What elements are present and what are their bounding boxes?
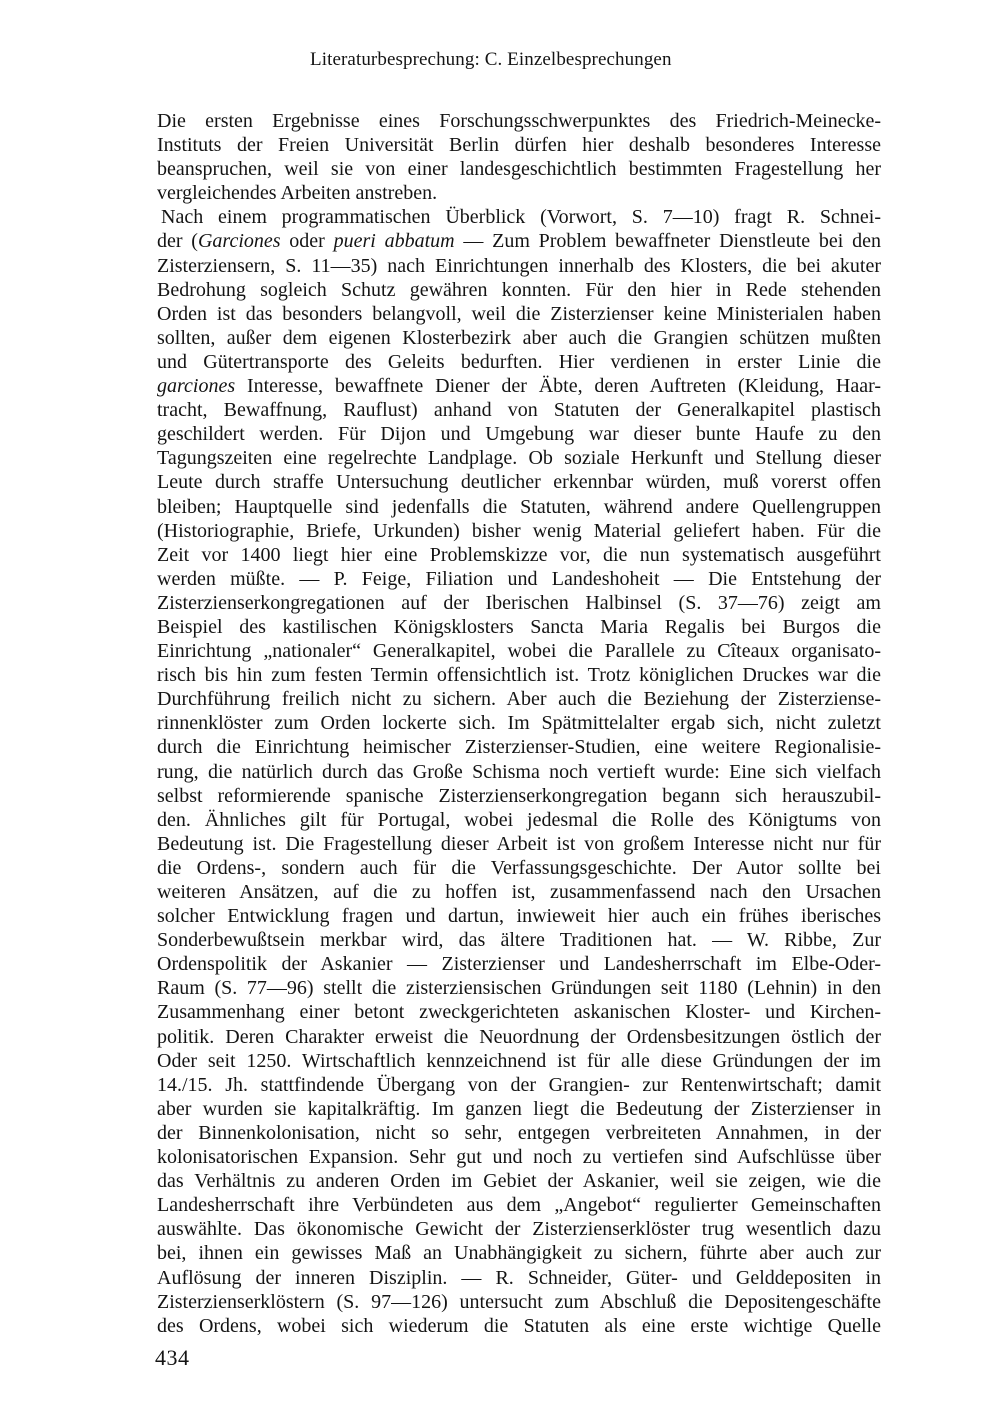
text-line: beanspruchen, weil sie von einer landesgeschichtlich bestimmten Fragestellung her bbox=[157, 158, 881, 181]
text-line: Nach einem programmatischen Überblick (Vorwort, S. 7—10) fragt R. Schnei- bbox=[161, 206, 881, 229]
text-line: (Historiographie, Briefe, Urkunden) bisher wenig Material geliefert haben. Für die bbox=[157, 519, 881, 542]
text-line: und Gütertransporte des Geleits bedurften. Hier verdienen in erster Linie die bbox=[157, 350, 881, 373]
italic-term: pueri abbatum bbox=[333, 230, 455, 253]
text-line: sollten, außer dem eigenen Klosterbezirk aber auch die Grangien schützen mußten bbox=[157, 326, 881, 349]
text-line: kolonisatorischen Expansion. Sehr gut und noch zu vertiefen sind Aufschlüsse über bbox=[157, 1146, 881, 1169]
text-line: Bedrohung sogleich Schutz gewähren konnten. Für den hier in Rede stehenden bbox=[157, 278, 881, 301]
text-line: Bedeutung ist. Die Fragestellung dieser Arbeit ist von großem Interesse nicht nur für bbox=[157, 832, 881, 855]
running-head: Literaturbesprechung: C. Einzelbesprechungen bbox=[310, 49, 672, 70]
text-line: Zisterziensern, S. 11—35) nach Einrichtungen innerhalb des Klosters, die bei akuter bbox=[157, 254, 881, 277]
text-line: die Ordens-, sondern auch für die Verfassungsgeschichte. Der Autor sollte bei bbox=[157, 856, 881, 879]
text-line: Sonderbewußtsein merkbar wird, das ältere Traditionen hat. — W. Ribbe, Zur bbox=[157, 929, 881, 952]
text-line: bleiben; Hauptquelle sind jedenfalls die Statuten, während andere Quellengruppen bbox=[157, 495, 881, 518]
text-line: weiteren Ansätzen, auf die zu hoffen ist, zusammenfassend nach den Ursachen bbox=[157, 881, 881, 903]
text-line: Zisterzienserklöstern (S. 97—126) untersucht zum Abschluß die Depositengeschäfte bbox=[157, 1290, 881, 1313]
text-line: geschildert werden. Für Dijon und Umgebung war dieser bunte Haufe zu den bbox=[157, 423, 881, 446]
text-line: Instituts der Freien Universität Berlin dürfen hier deshalb besonderes Interesse bbox=[157, 134, 881, 157]
text-line: Auflösung der inneren Disziplin. — R. Schneider, Güter- und Gelddepositen in bbox=[157, 1266, 881, 1289]
text-line: rung, die natürlich durch das Große Schisma noch vertieft wurde: Eine sich vielfach bbox=[157, 760, 881, 783]
text-line: durch die Einrichtung heimischer Zisterzienser-Studien, eine weitere Regionalisie- bbox=[157, 736, 881, 759]
text-line: das Verhältnis zu anderen Orden im Gebiet der Askanier, weil sie zeigen, wie die bbox=[157, 1170, 881, 1193]
text-line: Beispiel des kastilischen Königsklosters Sancta Maria Regalis bei Burgos die bbox=[157, 615, 881, 638]
text-line: rinnenklöster zum Orden lockerte sich. Im Spätmittelalter ergab sich, nicht zuletzt bbox=[157, 712, 881, 735]
text-line: Einrichtung „nationaler“ Generalkapitel, wobei die Parallele zu Cîteaux organisato- bbox=[157, 640, 881, 663]
text-line: werden müßte. — P. Feige, Filiation und Landeshoheit — Die Entstehung der bbox=[157, 567, 881, 590]
body-text bbox=[157, 109, 881, 1338]
italic-term: garciones bbox=[157, 375, 236, 398]
text-line: Tagungszeiten eine regelrechte Landplage. Ob soziale Herkunft und Stellung dieser bbox=[157, 447, 881, 470]
text-line: der Binnenkolonisation, nicht so sehr, entgegen verbreiteten Annahmen, in der bbox=[157, 1121, 881, 1144]
text-line: risch bis hin zum festen Termin offensichtlich ist. Trotz königlichen Druckes war die bbox=[157, 664, 881, 687]
text-line: Durchführung freilich nicht zu sichern. Aber auch die Beziehung der Zisterziense- bbox=[157, 688, 881, 711]
text-line: auswählte. Das ökonomische Gewicht der Zisterzienserklöster trug wesentlich dazu bbox=[157, 1218, 881, 1241]
text-line: Ordenspolitik der Askanier — Zisterzienser und Landesherrschaft im Elbe-Oder- bbox=[157, 953, 881, 976]
text-line: Die ersten Ergebnisse eines Forschungsschwerpunktes des Friedrich-Meinecke- bbox=[157, 110, 881, 132]
text-line: Zusammenhang einer betont zweckgerichteten askanischen Kloster- und Kirchen- bbox=[157, 1001, 881, 1024]
text-line: Zisterzienserkongregationen auf der Iberischen Halbinsel (S. 37—76) zeigt am bbox=[157, 591, 881, 614]
text-line: Raum (S. 77—96) stellt die zisterziensischen Gründungen seit 1180 (Lehnin) in den bbox=[157, 977, 881, 1000]
text-line: Landesherrschaft ihre Verbündeten aus dem „Angebot“ regulierter Gemeinschaften bbox=[157, 1194, 881, 1217]
text-line: aber wurden sie kapitalkräftig. Im ganzen liegt die Bedeutung der Zisterzienser in bbox=[157, 1097, 881, 1120]
text-line: den. Ähnliches gilt für Portugal, wobei jedesmal die Rolle des Königtums von bbox=[157, 808, 881, 831]
text-line: Orden ist das besonders belangvoll, weil die Zisterzienser keine Ministerialen haben bbox=[157, 302, 881, 325]
text-line: Leute durch straffe Untersuchung deutlicher erkennbar würden, muß vorerst offen bbox=[157, 471, 881, 494]
text-line: bei, ihnen ein gewisses Maß an Unabhängigkeit zu sichern, führte aber auch zur bbox=[157, 1242, 881, 1265]
text-line: Oder seit 1250. Wirtschaftlich kennzeichnend ist für alle diese Gründungen der im bbox=[157, 1049, 881, 1072]
text-line: tracht, Bewaffnung, Rauflust) anhand von Statuten der Generalkapitel plastisch bbox=[157, 399, 881, 422]
italic-term: Garciones bbox=[197, 230, 281, 253]
text-line: 14./15. Jh. stattfindende Übergang von der Grangien- zur Rentenwirtschaft; damit bbox=[157, 1073, 881, 1096]
text-line: garciones Interesse, bewaffnete Diener der Äbte, deren Auftreten (Kleidung, Haar- bbox=[157, 375, 881, 398]
text-line: politik. Deren Charakter erweist die Neuordnung der Ordensbesitzungen östlich der bbox=[157, 1025, 881, 1048]
text-line: vergleichendes Arbeiten anstreben. bbox=[157, 182, 438, 205]
text-line: selbst reformierende spanische Zisterzienserkongregation begann sich herauszubil- bbox=[157, 784, 881, 807]
text-line: solcher Entwicklung fragen und dartun, inwieweit hier auch ein frühes iberisches bbox=[157, 905, 881, 928]
page-number: 434 bbox=[155, 1345, 190, 1370]
text-line: Zeit vor 1400 liegt hier eine Problemskizze vor, die nun systematisch ausgeführt bbox=[157, 543, 881, 566]
text-line: der (Garciones oder pueri abbatum — Zum Problem bewaffneter Dienstleute bei den bbox=[157, 230, 881, 253]
text-line: des Ordens, wobei sich wiederum die Statuten als eine erste wichtige Quelle bbox=[157, 1314, 881, 1337]
